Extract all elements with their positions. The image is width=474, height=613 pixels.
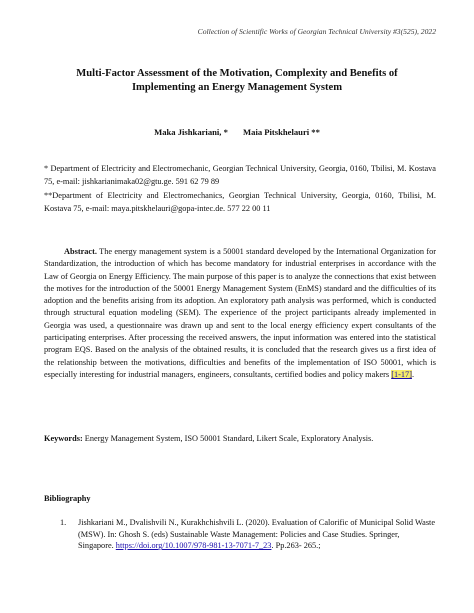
doi-link[interactable]: https://doi.org/10.1007/978-981-13-7071-7_23 <box>115 541 272 551</box>
reference-text-block <box>78 517 436 552</box>
keywords-line <box>44 433 436 445</box>
journal-header: Collection of Scientific Works of Georgian Technical University #3(525), 2022 <box>197 27 436 36</box>
keywords-text: Energy Management System, ISO 50001 Standard, Likert Scale, Exploratory Analysis. <box>82 434 374 443</box>
author-list <box>0 127 474 137</box>
abstract-text: The energy management system is a 50001 standard developed by the International Organization for Standardization, the introduction of which has become mandatory for industrial enterprises in accordance with the Law of Georgia on Energy Efficiency. The main purpose of this paper is to analyze the connections that exist between the motives for the introduction of the 50001 Energy Management System (EnMS) standard and the difficulties of its adoption and the benefits arising from its adoption. An exploratory path analysis was performed, which is conducted through structural equation modeling (SEM). The experience of the project participants already implemented in Georgia was used, a questionnaire was drawn up and sent to the local energy efficiency expert consultants of the participating enterprises. After processing the received answers, the input information was entered into the statistical program EQS. Based on the analysis of the obtained results, it is concluded that the research gives us a first idea of the relationship between the motivations, difficulties and benefits of the implementation of ISO 50001, which is especially interesting for industrial managers, engineers, consultants, certified bodies and policy makers <box>44 247 436 379</box>
paper-title <box>40 67 434 95</box>
abstract-label: Abstract. <box>64 247 97 256</box>
keywords-label: Keywords: <box>44 434 83 443</box>
citation-link[interactable]: [1-17] <box>391 369 412 379</box>
affiliation-1: * Department of Electricity and Electromechanic, Georgian Technical University, Georgia, 0160, Tbilisi, M. Kostava 75, e-mail: jishkarianimaka02@gtu.ge. 591 62 79 89 <box>44 164 436 186</box>
bibliography-heading: Bibliography <box>44 494 91 503</box>
author-1: Maka Jishkariani, * <box>154 127 228 137</box>
reference-item <box>60 517 436 552</box>
author-2: Maia Pitskhelauri ** <box>243 127 320 137</box>
title-line-1: Multi-Factor Assessment of the Motivation, Complexity and Benefits of <box>76 68 398 79</box>
abstract-paragraph <box>44 246 436 381</box>
abstract-end: . <box>411 369 415 379</box>
reference-tail: . Pp.263- 265.; <box>271 541 321 551</box>
affiliation-2: **Department of Electricity and Electromechanics, Georgian Technical University, Georgia, 0160, Tbilisi, M. Kostava 75, e-mail: maya.pitskhelauri@gopa-intec.de. 577 22 00 11 <box>44 191 436 213</box>
reference-text: Jishkariani M., Dvalishvili N., Kurakhchishvili L. (2020). Evaluation of Calorific of Municipal Solid Waste (MSW). In: Ghosh S. (eds) Sustainable Waste Management: Policies and Case Studies. Springer, Singapore. <box>78 518 436 551</box>
reference-number: 1. <box>60 518 67 527</box>
title-line-2: Implementing an Energy Management System <box>131 82 343 93</box>
